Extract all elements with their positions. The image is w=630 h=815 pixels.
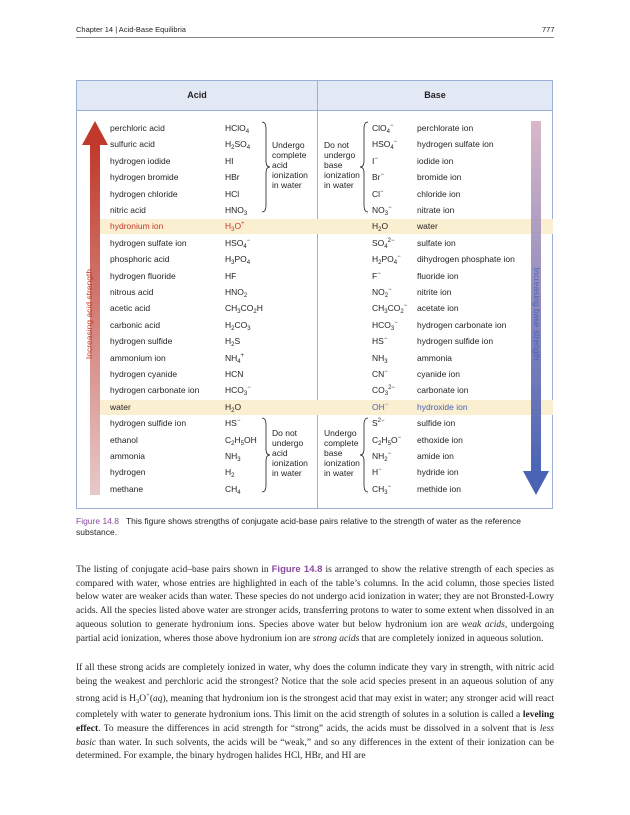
base-formula: OH− (372, 401, 389, 412)
paragraph-1: The listing of conjugate acid–base pairs shown in Figure 14.8 is arranged to show the relative strength of each species as compared with water, whose entries are highlighted in each of the table’s columns. In the acid column, those species listed below water are weaker acids than water. These species do not undergo acid ionization in water; they are not Bronsted-Lowry acids. All the species listed above water are stronger acids, transferring protons to water to some extent when dissolved in an aqueous solution to generate hydronium ions. Species above water but below hydronium ion are weak acids, undergoing partial acid ionization, wheres those above hydronium ion are strong acids that are completely ionized in aqueous solution. (76, 564, 554, 644)
acid-name: hydrogen sulfate ion (110, 237, 187, 248)
acid-formula: $CH_3CO_2H$ (225, 303, 263, 316)
highlight-row (100, 400, 553, 415)
base-name: hydrogen carbonate ion (417, 319, 507, 330)
acid-formula: HCN (225, 369, 244, 379)
acid-formula: $H_2SO_4$ (225, 139, 251, 152)
base-name: bromide ion (417, 172, 462, 183)
caption-label: Figure 14.8 (76, 516, 119, 526)
acid-name: ammonium ion (110, 352, 166, 363)
acid-formula: HI (225, 155, 234, 166)
base-name: iodide ion (417, 155, 454, 166)
base-formula: $HCO_3^-$ (372, 319, 398, 332)
base-formula: CN− (372, 369, 388, 379)
brace-base-bottom (359, 417, 369, 493)
base-name: carbonate ion (417, 385, 469, 396)
acid-name: ammonia (110, 451, 145, 461)
base-formula: $NH_2^-$ (372, 451, 392, 463)
chapter-header: Chapter 14 | Acid-Base Equilibria (76, 25, 186, 34)
base-name: chloride ion (417, 188, 461, 199)
brace-acid-top (261, 121, 271, 213)
base-name: methide ion (417, 483, 461, 494)
base-name: cyanide ion (417, 369, 461, 379)
base-formula: $SO_4^{2-}$ (372, 237, 395, 250)
note-base-top: Do not undergo base ionization in water (324, 140, 360, 190)
acid-formula: HS− (225, 418, 241, 429)
acid-formula: HBr (225, 172, 240, 183)
acid-name: hydrogen cyanide (110, 369, 178, 379)
base-name: hydrogen sulfide ion (417, 336, 494, 347)
acid-name: methane (110, 483, 144, 494)
base-formula: I− (372, 155, 378, 166)
acid-formula: HCl (225, 188, 240, 199)
acid-name: hydrogen bromide (110, 172, 179, 183)
acid-formula: $NH_4^+$ (225, 352, 245, 365)
acid-name: nitrous acid (110, 287, 154, 297)
base-name: hydroxide ion (417, 401, 468, 412)
acid-name: hydronium ion (110, 221, 164, 232)
acid-name: sulfuric acid (110, 139, 155, 150)
base-name: hydrogen sulfate ion (417, 139, 494, 150)
base-formula: $S^{2-}$ (372, 418, 385, 429)
acid-formula: $H_2O$ (225, 401, 242, 414)
page-number: 777 (542, 25, 555, 34)
acid-name: carbonic acid (110, 319, 161, 330)
figure-caption (76, 516, 554, 538)
note-acid-bottom: Do not undergo acid ionization in water (272, 428, 308, 478)
brace-base-top (359, 121, 369, 213)
acid-formula: HClO$_4$ (225, 123, 250, 135)
base-name: fluoride ion (417, 270, 459, 281)
base-name: perchlorate ion (417, 123, 474, 133)
base-name: amide ion (417, 451, 454, 461)
base-name: nitrate ion (417, 205, 455, 215)
base-formula: $NO_3^-$ (372, 205, 392, 217)
highlight-row (100, 219, 553, 234)
acid-name: hydrogen chloride (110, 188, 178, 199)
acid-strength-label: Increasing acid strength (84, 268, 94, 360)
header-rule (76, 37, 554, 38)
acid-formula: HF (225, 270, 237, 281)
acid-name: ethanol (110, 434, 138, 445)
acid-name: water (110, 401, 131, 412)
base-formula: $CH_3^-$ (372, 483, 392, 496)
base-formula: F− (372, 270, 381, 281)
base-name: nitrite ion (417, 287, 452, 297)
base-formula: H− (372, 467, 382, 478)
acid-formula: $H_2S$ (225, 336, 241, 349)
acid-name: hydrogen (110, 467, 146, 478)
base-formula: $C_2H_5O^-$ (372, 434, 402, 447)
acid-formula: $NH_3$ (225, 451, 241, 463)
acid-name: hydrogen fluoride (110, 270, 176, 281)
base-formula: HS− (372, 336, 388, 347)
acid-name: perchloric acid (110, 123, 165, 133)
base-strength-label: Increasing base strength (532, 267, 542, 361)
base-name: acetate ion (417, 303, 459, 314)
base-formula: $H_2PO_4^-$ (372, 254, 401, 267)
acid-column-heading: Acid (187, 90, 207, 100)
acid-formula: $C_2H_5OH$ (225, 434, 257, 447)
base-formula: $CO_3^{2-}$ (372, 385, 395, 398)
acid-name: acetic acid (110, 303, 151, 314)
acid-formula: $H_2$ (225, 467, 235, 480)
base-name: ethoxide ion (417, 434, 463, 445)
column-divider (317, 81, 318, 508)
base-formula: $NO_2^-$ (372, 287, 392, 299)
base-formula: $CH_3CO_2^-$ (372, 303, 408, 316)
base-formula: $NH_3$ (372, 352, 388, 365)
base-formula: ClO$_4$− (372, 123, 394, 135)
base-name: dihydrogen phosphate ion (417, 254, 515, 265)
base-formula: Cl− (372, 188, 384, 199)
base-formula: Br− (372, 172, 385, 183)
acid-name: hydrogen sulfide (110, 336, 173, 347)
acid-formula: $H_2CO_3$ (225, 319, 251, 332)
acid-name: nitric acid (110, 205, 146, 215)
acid-name: hydrogen sulfide ion (110, 418, 187, 429)
base-name: water (417, 221, 438, 232)
acid-name: hydrogen carbonate ion (110, 385, 200, 396)
acid-formula: $HSO_4^-$ (225, 237, 251, 250)
acid-formula: $H_3PO_4$ (225, 254, 251, 267)
figure-header-row (77, 81, 552, 111)
acid-base-figure (76, 80, 553, 509)
note-acid-top: Undergo complete acid ionization in water (272, 140, 308, 190)
base-column-heading: Base (424, 90, 446, 100)
caption-text: This figure shows strengths of conjugate acid-base pairs relative to the strength of water as the reference substance. (76, 516, 521, 537)
base-formula: $H_2O$ (372, 221, 389, 234)
acid-name: phosphoric acid (110, 254, 170, 265)
acid-formula: $H_3O^+$ (225, 221, 245, 234)
paragraph-2: If all these strong acids are completely ionized in water, why does the column indicate they vary in strength, with nitric acid being the weakest and perchloric acid the strongest? Notice that the sole acid species present in an aqueous solution of any strong acid is $H_3O^+(aq)$, meaning that hydronium ion is the strongest acid that may exist in water; any stronger acid will react completely with water to generate hydronium ions. This limit on the acid strength of solutes in a solution is called a leveling effect. To measure the differences in acid strength for “strong” acids, the acids must be dissolved in a solvent that is less basic than water. In such solvents, the acids will be “weak,” and so any differences in the extent of their ionization can be determined. For example, the binary hydrogen halides HCl, HBr, and HI are (76, 663, 554, 762)
acid-formula: $HNO_3$ (225, 205, 248, 217)
base-name: sulfide ion (417, 418, 456, 429)
base-name: hydride ion (417, 467, 459, 478)
base-formula: $HSO_4^-$ (372, 139, 398, 152)
note-base-bottom: Undergo complete base ionization in water (324, 428, 360, 478)
acid-formula: $CH_4$ (225, 483, 241, 496)
acid-formula: $HCO_3^-$ (225, 385, 251, 398)
brace-acid-bottom (261, 417, 271, 493)
acid-formula: $HNO_2$ (225, 287, 248, 299)
acid-name: hydrogen iodide (110, 155, 171, 166)
base-name: ammonia (417, 352, 452, 363)
base-name: sulfate ion (417, 237, 456, 248)
